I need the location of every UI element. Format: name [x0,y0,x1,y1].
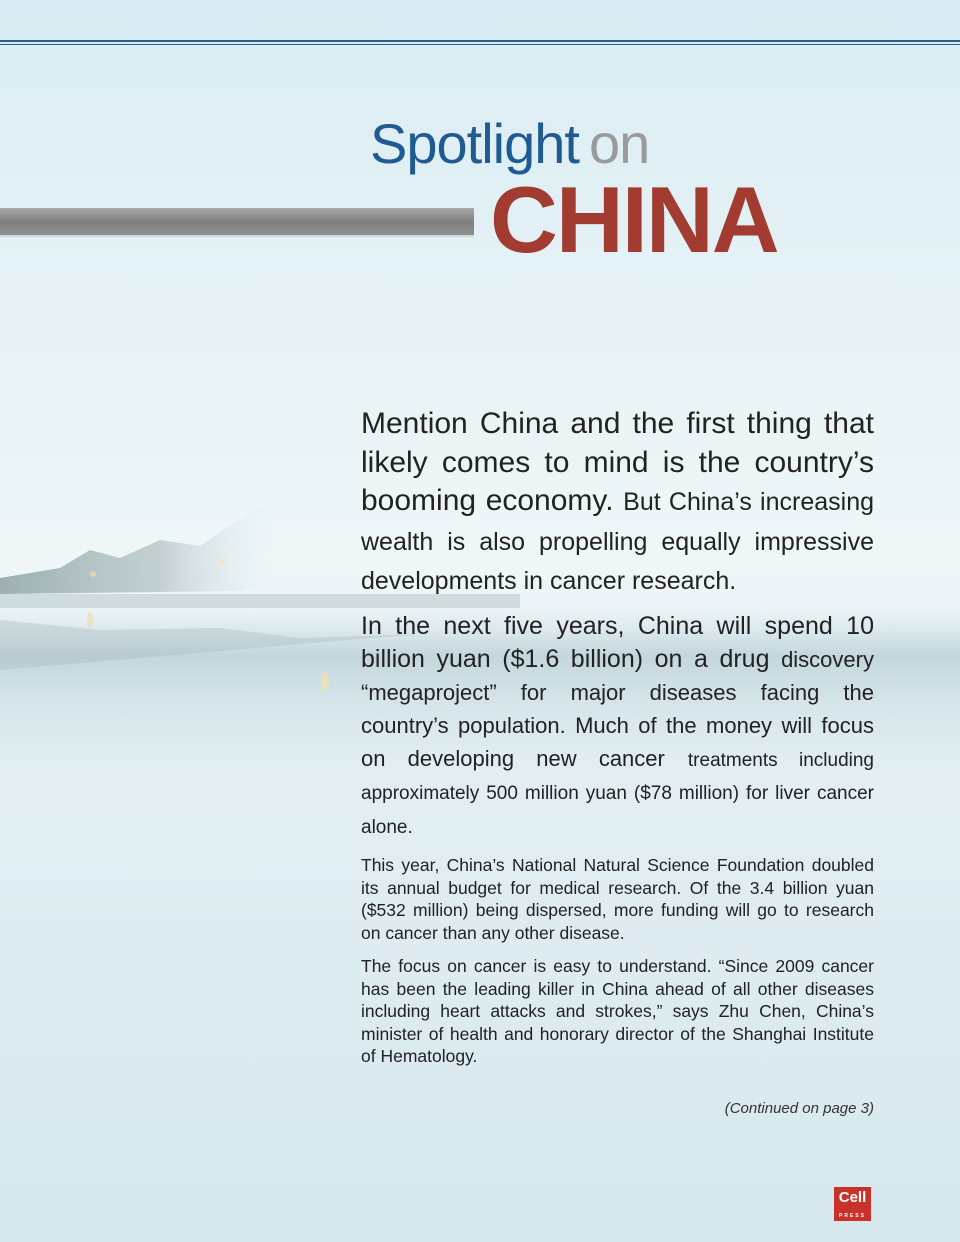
lead-paragraph [361,405,874,601]
paragraph-megaproject-part1: In the next five years, China will spend 10 billion yuan ($1.6 billion) on a drug [361,611,874,673]
paragraph-foundation: This year, China’s National Natural Science Foundation doubled its annual budget for medical research. Of the 3.4 billion yuan ($532 million) being dispersed, more funding will go to research on cancer than any other disease. [361,855,874,943]
title-accent-bar [0,208,474,237]
top-rule-thin [0,44,960,45]
lead-text-continued: But China’s increasing wealth is also propelling equally impressive developments in cancer research. [361,488,875,595]
title-spotlight: Spotlight [370,112,579,175]
paragraph-megaproject-part2: discovery “megaproject” for major diseases facing the country’s population. Much of the money will focus on developing new cancer [361,646,874,771]
lead-text-large: Mention China and the first thing that likely comes to mind is the country’s booming economy. [361,407,874,517]
paragraph-megaproject [361,610,874,843]
top-rule [0,40,960,42]
logo-text: Cell [838,1189,867,1206]
continued-note: (Continued on page 3) [724,1100,874,1117]
logo-subtext: PRESS [839,1213,866,1219]
title-country: CHINA [490,167,778,272]
paragraph-focus: The focus on cancer is easy to understand. “Since 2009 cancer has been the leading killer in China ahead of all other diseases including heart attacks and strokes,” says Zhu Chen, China’s minister of health and honorary director of the Shanghai Institute of Hematology. [361,956,874,1066]
paragraph-megaproject-part3: treatments including approximately 500 million yuan ($78 million) for liver cancer alone. [361,749,875,838]
article-body [361,405,874,1068]
cell-press-logo [834,1187,871,1221]
title-on: on [588,112,650,175]
